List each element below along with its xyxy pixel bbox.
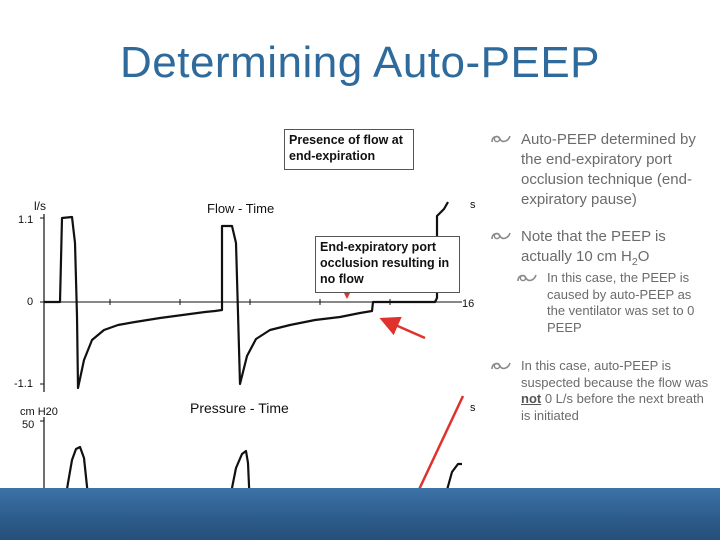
flow-unit-label: l/s — [34, 199, 46, 213]
pressure-right-label: s — [470, 402, 476, 414]
flow-panel-title: Flow - Time — [207, 201, 275, 216]
bullet-text-subscript: 2 — [631, 256, 638, 268]
pressure-panel-title: Pressure - Time — [190, 400, 289, 416]
footer-bar — [0, 488, 720, 540]
bullet-text: Auto-PEEP determined by the end-expiratory port occlusion technique (end-expiratory pause) — [521, 131, 696, 208]
bullet-text-pre: In this case, auto-PEEP is suspected because the flow was — [521, 358, 709, 390]
bullet-text — [490, 227, 712, 272]
arrow-occlusion-pressure — [400, 396, 463, 491]
flow-tick-zero: 0 — [27, 296, 34, 308]
flow-waveform — [44, 202, 448, 388]
flow-top-right-label: s — [470, 199, 476, 211]
curl-bullet-icon — [490, 360, 512, 372]
pressure-waveform — [44, 447, 462, 491]
flow-tick-top: 1.1 — [18, 214, 34, 226]
bullet-item — [490, 358, 712, 424]
curl-bullet-icon — [490, 133, 512, 145]
bullet-text-post: O — [637, 248, 650, 265]
pressure-top-value: 50 — [22, 419, 35, 431]
bullet-text — [490, 358, 712, 424]
callout-port-occlusion: End-expiratory port occlusion resulting in no flow — [315, 236, 460, 293]
pressure-unit-label: cm H20 — [20, 406, 58, 418]
curl-bullet-icon — [516, 272, 538, 284]
flow-end-tick: 16 — [462, 298, 475, 310]
flow-tick-bottom: -1.1 — [14, 378, 33, 390]
bullet-item — [490, 227, 712, 272]
callout-flow-presence: Presence of flow at end-expiration — [284, 129, 414, 170]
bullet-item — [490, 130, 712, 210]
bullet-text: In this case, the PEEP is caused by auto-PEEP as the ventilator was set to 0 PEEP — [547, 270, 695, 335]
bullet-text-emphasis: not — [521, 391, 542, 406]
sub-bullet-item — [516, 270, 712, 336]
slide-title: Determining Auto-PEEP — [119, 38, 601, 87]
curl-bullet-icon — [490, 230, 512, 242]
arrow-occlusion-flow — [384, 320, 425, 338]
bullet-text-pre: Note that the PEEP is actually 10 cm H — [521, 228, 666, 265]
bullet-text-post: 0 L/s before the next breath is initiated — [521, 391, 704, 423]
